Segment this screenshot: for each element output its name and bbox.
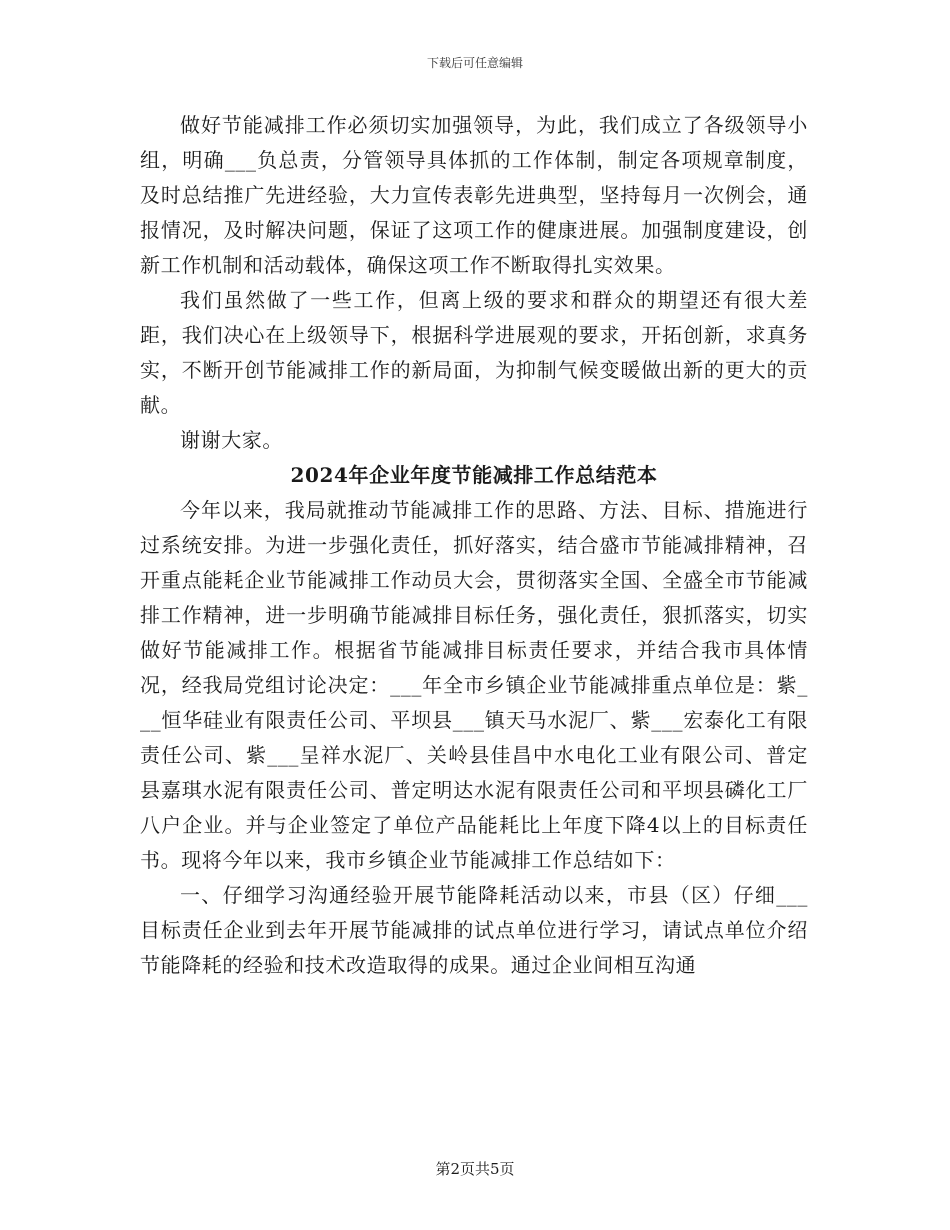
page-number: 第2页共5页 bbox=[435, 1160, 515, 1178]
document-body bbox=[140, 108, 808, 983]
paragraph-intro: 今年以来，我局就推动节能减排工作的思路、方法、目标、措施进行过系统安排。为进一步强化责任，抓好落实，结合盛市节能减排精神，召开重点能耗企业节能减排工作动员大会，贯彻落实全国、全盛全市节能减排工作精神，进一步明确节能减排目标任务，强化责任，狠抓落实，切实做好节能减排工作。根据省节能减排目标责任要求，并结合我市具体情况，经我局党组讨论决定：___年全市乡镇企业节能减排重点单位是：紫___恒华硅业有限责任公司、平坝县___镇天马水泥厂、紫___宏泰化工有限责任公司、紫___呈祥水泥厂、关岭县佳昌中水电化工业有限公司、普定县嘉琪水泥有限责任公司、普定明达水泥有限责任公司和平坝县磷化工厂八户企业。并与企业签定了单位产品能耗比上年度下降4以上的目标责任书。现将今年以来，我市乡镇企业节能减排工作总结如下： bbox=[140, 498, 808, 872]
section-title: 2024年企业年度节能减排工作总结范本 bbox=[290, 463, 658, 487]
paragraph-commitment: 我们虽然做了一些工作，但离上级的要求和群众的期望还有很大差距，我们决心在上级领导下，根据科学进展观的要求，开拓创新，求真务实，不断开创节能减排工作的新局面，为抑制气候变暖做出新的更大的贡献。 bbox=[140, 288, 808, 417]
paragraph-thanks: 谢谢大家。 bbox=[180, 428, 283, 452]
header-note: 下载后可任意编辑 bbox=[426, 56, 523, 70]
paragraph-leadership: 做好节能减排工作必须切实加强领导，为此，我们成立了各级领导小组，明确___负总责，分管领导具体抓的工作体制，制定各项规章制度，及时总结推广先进经验，大力宣传表彰先进典型，坚持每月一次例会，通报情况，及时解决问题，保证了这项工作的健康进展。加强制度建设，创新工作机制和活动载体，确保这项工作不断取得扎实效果。 bbox=[140, 113, 808, 277]
paragraph-section-one: 一、仔细学习沟通经验开展节能降耗活动以来，市县（区）仔细___目标责任企业到去年开展节能减排的试点单位进行学习，请试点单位介绍节能降耗的经验和技术改造取得的成果。通过企业间相互沟通 bbox=[140, 883, 808, 977]
